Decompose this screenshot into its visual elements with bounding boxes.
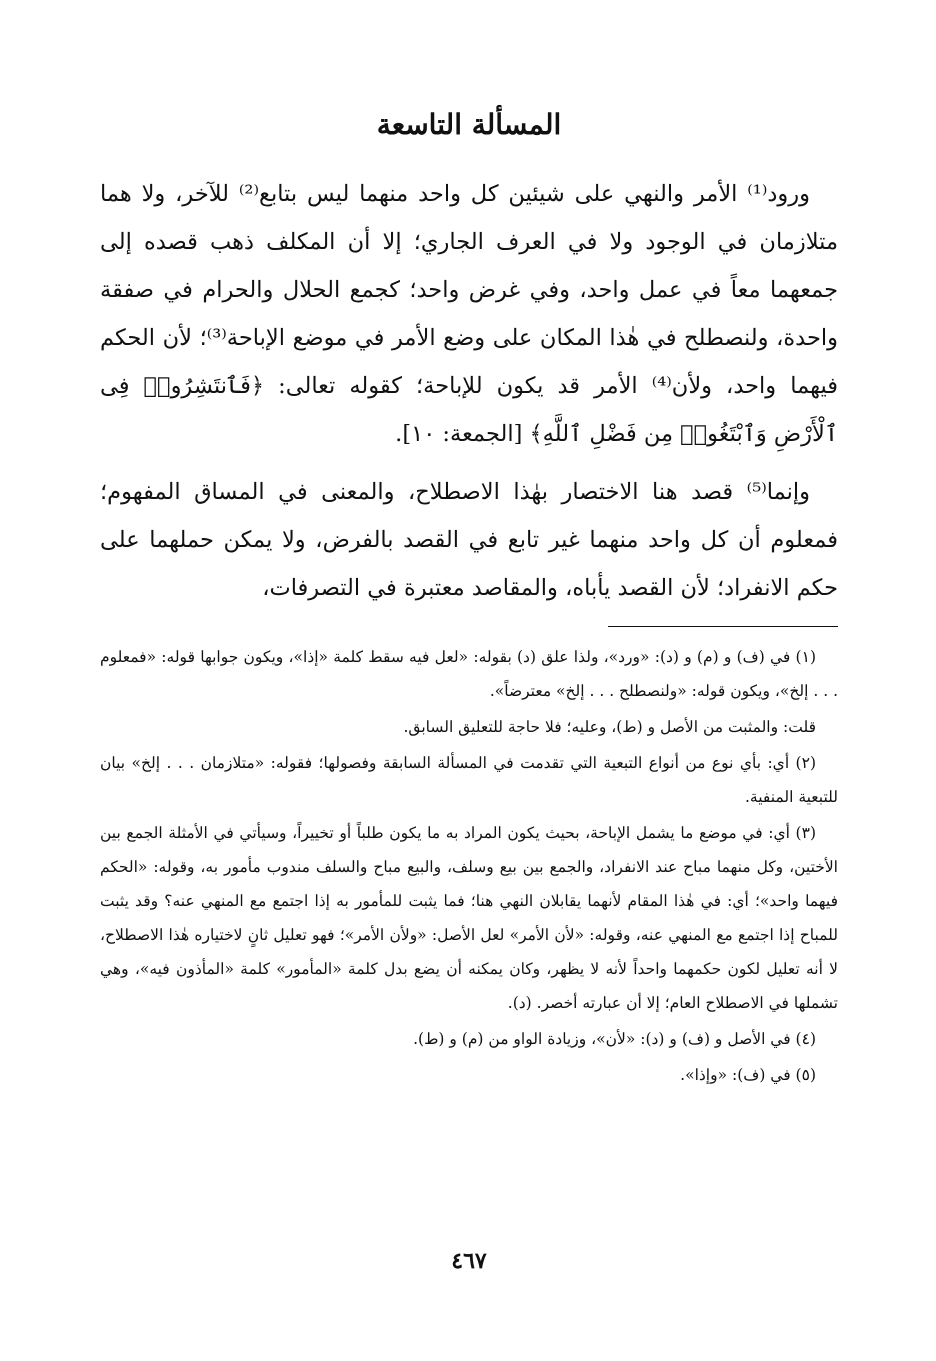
body-paragraph-2: وإنما⁽⁵⁾ قصد هنا الاختصار بهٰذا الاصطلاح، والمعنى في المساق المفهوم؛ فمعلوم أن كل واحد منهما غير تابع في القصد بالفرض، ولا يمكن حملهما على حكم الانفراد؛ لأن القصد يأباه، والمقاصد معتبرة في التصرفات، (100, 479, 838, 601)
book-page (100, 0, 838, 1361)
footnote-divider (608, 626, 838, 627)
chapter-title: المسألة التاسعة (376, 108, 562, 141)
footnotes-section (100, 640, 838, 1092)
page-number: ٤٦٧ (451, 1248, 487, 1274)
footnote-3: (٣) أي: في موضع ما يشمل الإباحة، بحيث يكون المراد به ما يكون طلباً أو تخييراً، وسيأتي في الأمثلة الجمع بين الأختين، وكل منهما مباح عند الانفراد، والجمع بين بيع وسلف، والبيع مباح والسلف مندوب مأمور به، وقوله: «الحكم فيهما واحد»؛ أي: في هٰذا المقام لأنهما يقابلان النهي هنا؛ فما يثبت للمأمور به إذا اجتمع مع المنهي عنه؟ وقد يثبت للمباح إذا اجتمع مع المنهي عنه، وقوله: «لأن الأمر» لعل الأصل: «ولأن الأمر»؛ فهو تعليل ثانٍ لاختياره هٰذا الاصطلاح، لا أنه تعليل لكون حكمهما واحداً لأنه لا يظهر، وكان يمكنه أن يضع بدل كلمة «المأمور» كلمة «المأذون فيه»، وهي تشملها في الاصطلاح العام؛ إلا أن عبارته أخصر. (د). (100, 824, 838, 1012)
footnote-2: (٢) أي: بأي نوع من أنواع التبعية التي تقدمت في المسألة السابقة وفصولها؛ فقوله: «متلازمان . . . إلخ» بيان للتبعية المنفية. (100, 754, 838, 806)
footnote-4: (٤) في الأصل و (ف) و (د): «لأن»، وزيادة الواو من (م) و (ط). (413, 1030, 816, 1048)
footnote-1: (١) في (ف) و (م) و (د): «ورد»، ولذا علق (د) بقوله: «لعل فيه سقط كلمة «إذا»، ويكون جوابها قوله: «فمعلوم . . . إلخ»، ويكون قوله: «ولنصطلح . . . إلخ» معترضاً». (100, 648, 838, 700)
body-paragraph-1: ورود⁽¹⁾ الأمر والنهي على شيئين كل واحد منهما ليس بتابع⁽²⁾ للآخر، ولا هما متلازمان في الوجود ولا في العرف الجاري؛ إلا أن المكلف ذهب قصده إلى جمعهما معاً في عمل واحد، وفي غرض واحد؛ كجمع الحلال والحرام في صفقة واحدة، ولنصطلح في هٰذا المكان على وضع الأمر في موضع الإباحة⁽³⁾؛ لأن الحكم فيهما واحد، ولأن⁽⁴⁾ الأمر قد يكون للإباحة؛ كقوله تعالى: ﴿فَٱنتَشِرُوا۟ فِى ٱلْأَرْضِ وَٱبْتَغُوا۟ مِن فَضْلِ ٱللَّهِ﴾ [الجمعة: ١٠]. (100, 181, 838, 447)
footnote-5: (٥) في (ف): «وإذا». (680, 1066, 816, 1084)
footnote-1-comment: قلت: والمثبت من الأصل و (ط)، وعليه؛ فلا حاجة للتعليق السابق. (403, 718, 816, 736)
